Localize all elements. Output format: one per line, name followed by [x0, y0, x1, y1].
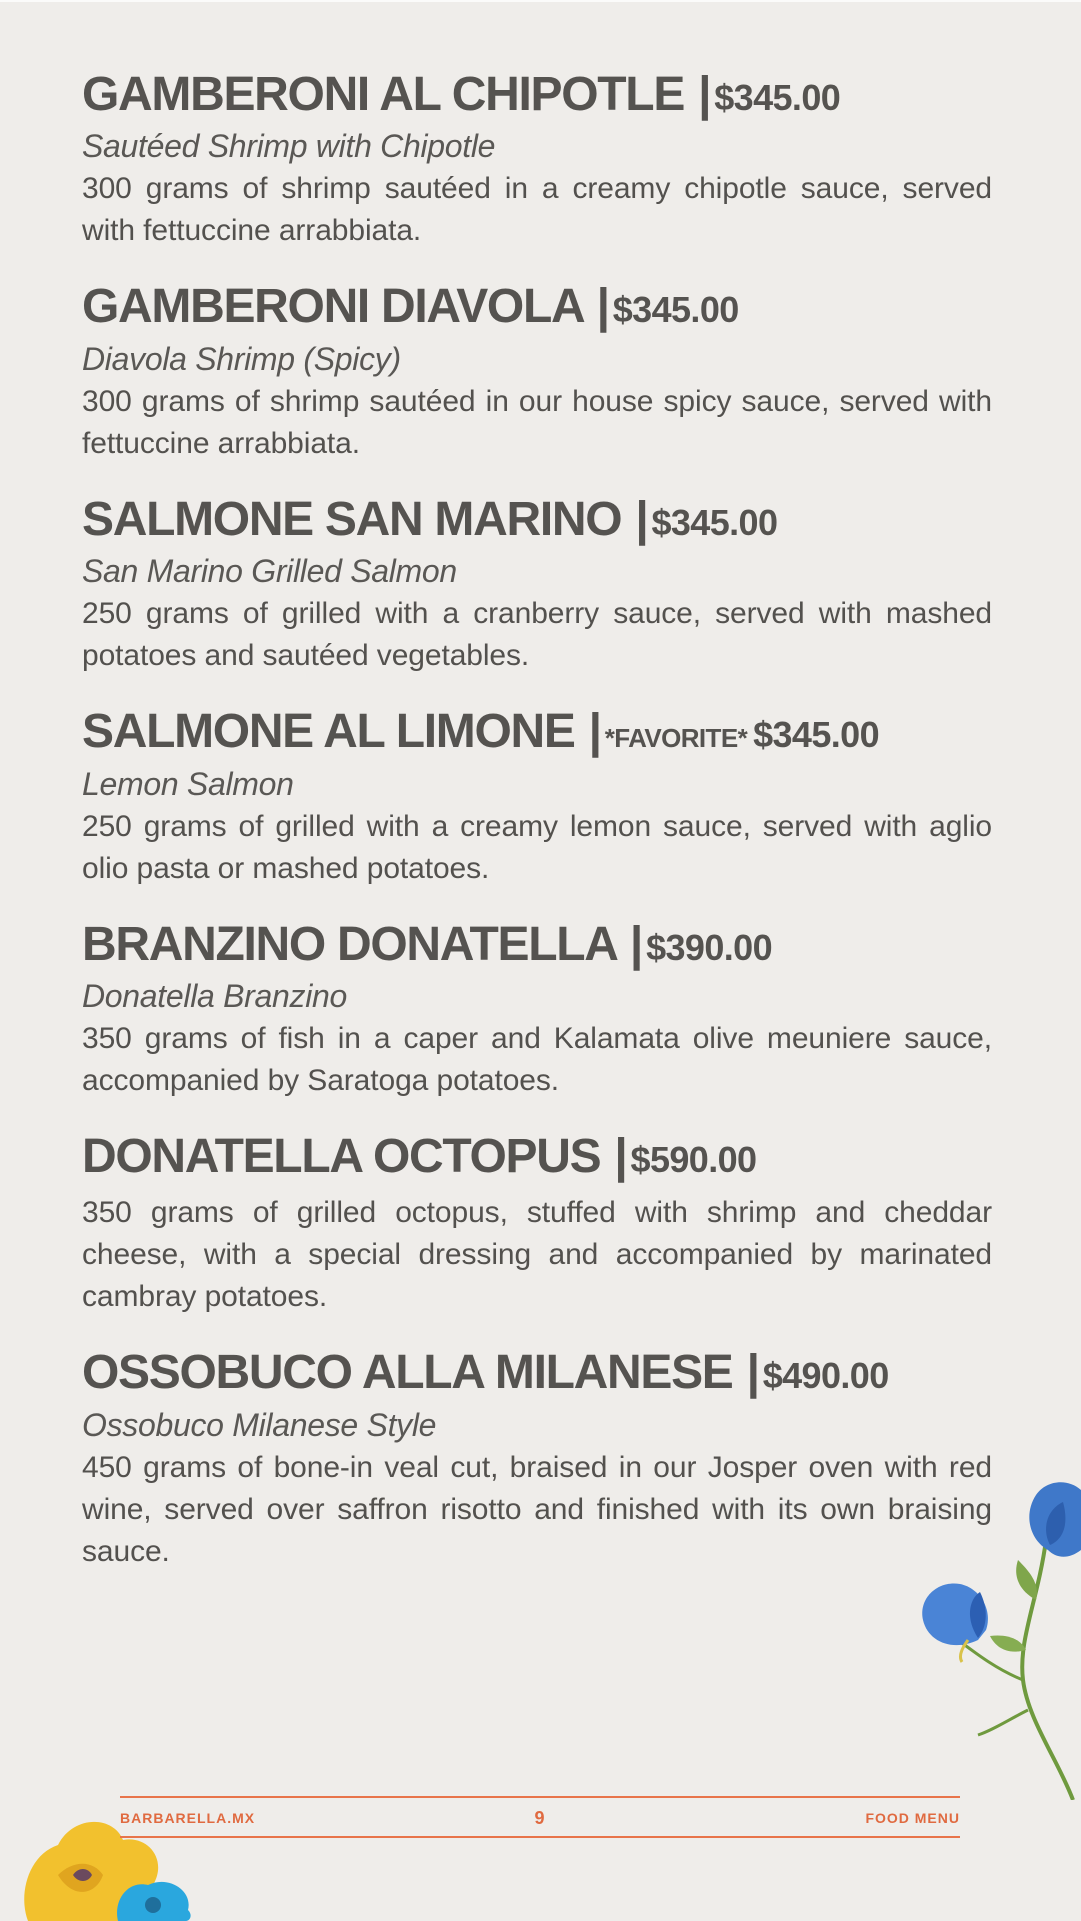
item-name: GAMBERONI DIAVOLA [82, 280, 583, 334]
separator: | [614, 1129, 627, 1183]
separator: | [698, 68, 711, 121]
item-subtitle: Sautéed Shrimp with Chipotle [82, 128, 496, 165]
item-name: GAMBERONI AL CHIPOTLE [82, 68, 685, 121]
menu-item [82, 492, 992, 677]
yellow-flower-icon [18, 1815, 198, 1921]
item-title [82, 70, 992, 120]
page-number: 9 [534, 1807, 546, 1828]
item-title [82, 282, 992, 332]
item-price: $590.00 [630, 1138, 757, 1180]
favorite-tag: *FAVORITE* [604, 723, 748, 754]
item-price: $345.00 [714, 77, 841, 118]
item-price: $345.00 [612, 289, 739, 331]
top-edge [0, 0, 1081, 2]
menu-item [82, 917, 992, 1102]
item-price: $345.00 [753, 714, 880, 756]
separator: | [588, 705, 601, 759]
footer-top-rule [120, 1796, 960, 1798]
item-subtitle: Diavola Shrimp (Spicy) [82, 340, 401, 377]
item-name: BRANZINO DONATELLA [82, 917, 616, 971]
item-name: SALMONE SAN MARINO [82, 492, 622, 546]
separator: | [635, 492, 648, 546]
separator: | [596, 280, 609, 334]
menu-list [82, 70, 992, 1603]
item-description: 300 grams of shrimp sautéed in our house spicy sauce, served with fettuccine arrabbiata. [82, 384, 992, 460]
item-title [82, 492, 992, 546]
item-subtitle: Ossobuco Milanese Style [82, 1406, 437, 1443]
menu-item [82, 1348, 992, 1572]
footer-bottom-rule [120, 1836, 960, 1838]
item-subtitle: Donatella Branzino [82, 977, 347, 1014]
item-price: $345.00 [651, 501, 778, 543]
footer-website: BARBARELLA.MX [120, 1810, 256, 1826]
item-description: 250 grams of grilled with a cranberry sauce, served with mashed potatoes and sautéed vegetables. [82, 597, 992, 673]
menu-item [82, 282, 992, 464]
item-description: 450 grams of bone-in veal cut, braised in our Josper oven with red wine, served over saffron risotto and finished with its own braising sauce. [82, 1450, 992, 1568]
item-subtitle: San Marino Grilled Salmon [82, 553, 457, 590]
item-price: $490.00 [762, 1355, 889, 1397]
item-description: 350 grams of fish in a caper and Kalamata olive meuniere sauce, accompanied by Saratoga potatoes. [82, 1021, 992, 1097]
menu-item [82, 707, 992, 889]
item-title [82, 1129, 992, 1183]
menu-item [82, 1129, 992, 1318]
item-title [82, 1348, 992, 1398]
separator: | [629, 917, 643, 971]
item-price: $390.00 [646, 926, 772, 968]
footer-section-label: FOOD MENU [865, 1810, 960, 1826]
item-name: OSSOBUCO ALLA MILANESE [82, 1346, 733, 1400]
item-title [82, 707, 992, 757]
footer [120, 1806, 960, 1830]
item-name: DONATELLA OCTOPUS [82, 1129, 601, 1183]
separator: | [746, 1346, 759, 1400]
item-subtitle: Lemon Salmon [82, 765, 294, 802]
item-name: SALMONE AL LIMONE [82, 705, 575, 759]
blue-flower-icon [918, 1480, 1081, 1800]
item-description: 250 grams of grilled with a creamy lemon sauce, served with aglio olio pasta or mashed potatoes. [82, 809, 992, 885]
item-description: 350 grams of grilled octopus, stuffed with shrimp and cheddar cheese, with a special dressing and accompanied by marinated cambray potatoes. [82, 1196, 992, 1314]
menu-item [82, 70, 992, 252]
item-description: 300 grams of shrimp sautéed in a creamy chipotle sauce, served with fettuccine arrabbiata. [82, 172, 992, 248]
item-title [82, 917, 992, 971]
